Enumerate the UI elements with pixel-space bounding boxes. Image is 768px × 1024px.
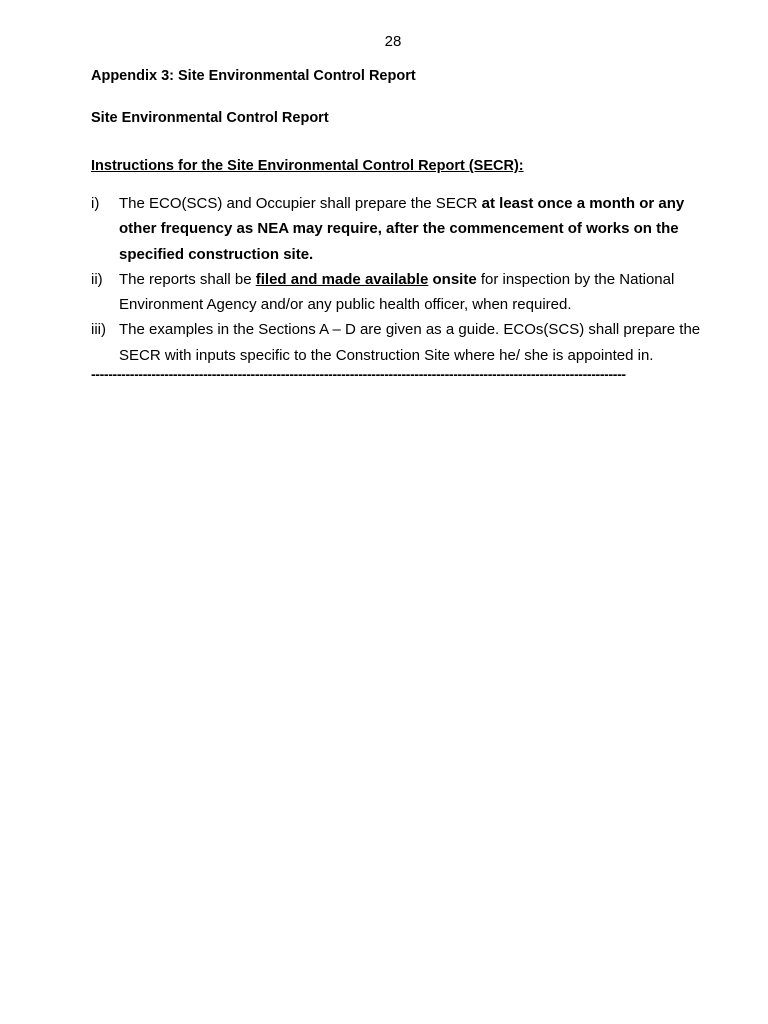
dashed-divider: ---------------------------------------------------------------------------------------------------------------------------- xyxy=(91,366,626,382)
list-item-number: ii) xyxy=(91,270,103,288)
list-item xyxy=(91,191,701,267)
list-item xyxy=(91,267,701,318)
list-item-text: The examples in the Sections A – D are given as a guide. ECOs(SCS) shall prepare the SECR with inputs specific to the Construction Site where he/ she is appointed in. xyxy=(119,321,701,364)
list-item-bold-underline-text: filed and made available xyxy=(255,270,429,288)
list-item-text: The ECO(SCS) and Occupier shall prepare the SECR xyxy=(119,195,482,212)
instructions-list xyxy=(91,191,701,368)
instructions-heading: Instructions for the Site Environmental Control Report (SECR): xyxy=(91,158,524,174)
appendix-title: Appendix 3: Site Environmental Control Report xyxy=(91,68,416,84)
report-title: Site Environmental Control Report xyxy=(91,110,329,126)
list-item-text: The reports shall be xyxy=(119,270,256,288)
page-number: 28 xyxy=(384,33,402,50)
list-item-text-continued: for inspection by the National Environment Agency and/or any public health officer, when required. xyxy=(119,270,675,314)
list-item-bold-text: onsite xyxy=(432,270,477,288)
list-item xyxy=(91,317,701,368)
list-item-number: iii) xyxy=(91,321,106,339)
list-item-number: i) xyxy=(91,195,100,212)
list-item-bold-text: at least once a month or any other frequency as NEA may require, after the commencement of works on the specified construction site. xyxy=(119,195,685,263)
